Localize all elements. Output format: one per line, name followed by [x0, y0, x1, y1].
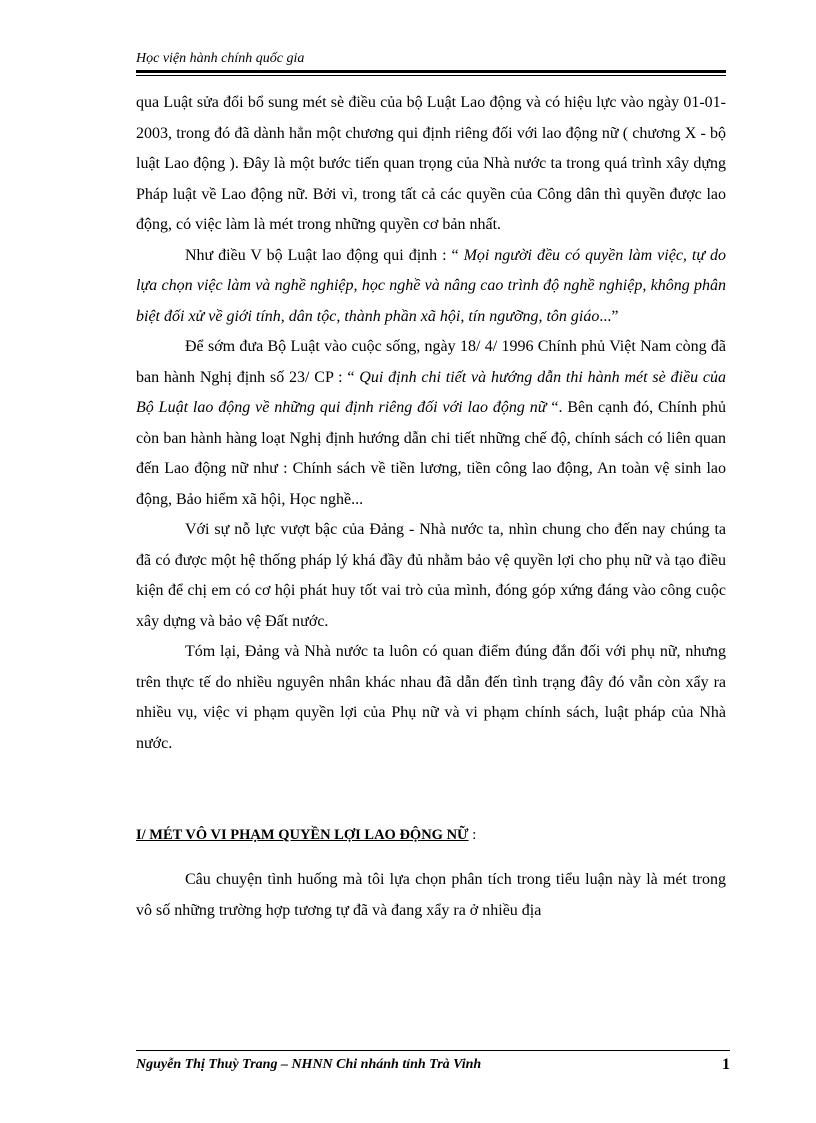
- paragraph-3: [136, 332, 726, 515]
- header-title: Học viện hành chính quốc gia: [136, 51, 305, 66]
- paragraph-4: Với sự nỗ lực vượt bậc của Đảng - Nhà nước ta, nhìn chung cho đến nay chúng ta đã có được một hệ thống pháp lý khá đầy đủ nhằm bảo vệ quyền lợi cho phụ nữ và tạo điều kiện để chị em có cơ hội phát huy tốt vai trò của mình, đóng góp xứng đáng vào công cuộc xây dựng và bảo vệ Đất nước.: [136, 521, 726, 630]
- footer-row: [136, 1055, 730, 1075]
- section-heading-text: I/ MÉT VÔ VI PHẠM QUYỀN LỢI LAO ĐỘNG NỮ: [136, 827, 469, 843]
- paragraph-6: Câu chuyện tình huống mà tôi lựa chọn phân tích trong tiểu luận này là mét trong vô số những trường hợp tương tự đã và đang xẩy ra ở nhiều địa: [136, 871, 726, 919]
- paragraph-2-quote: Mọi người đều có quyền làm việc, tự do lựa chọn việc làm và nghề nghiệp, học nghề và nâng cao trình độ nghề nghiệp, không phân biệt đối xử về giới tính, dân tộc, thành phần xã hội, tín ngưỡng, tôn giáo: [136, 246, 727, 325]
- header-rule: [136, 70, 726, 76]
- paragraph-5: Tóm lại, Đảng và Nhà nước ta luôn có quan điểm đúng đắn đối với phụ nữ, nhưng trên thực tế do nhiều nguyên nhân khác nhau đã dẫn đến tình trạng đây đó vẫn còn xẩy ra nhiều vụ, việc vi phạm quyền lợi của Phụ nữ và vi phạm chính sách, luật pháp của Nhà nước.: [136, 643, 726, 752]
- paragraph-2: [136, 241, 726, 333]
- footer-author: Nguyễn Thị Thuỳ Trang – NHNN Chi nhánh tỉnh Trà Vinh: [136, 1057, 482, 1072]
- section-heading-suffix: :: [468, 827, 477, 843]
- paragraph-1: qua Luật sửa đổi bổ sung mét sè điều của bộ Luật Lao động và có hiệu lực vào ngày 01-01-2003, trong đó đã dành hẳn một chương qui định riêng đối với lao động nữ ( chương X - bộ luật Lao động ). Đây là một bước tiến quan trọng của Nhà nước ta trong quá trình xây dựng Pháp luật về Lao động nữ. Bởi vì, trong tất cả các quyền của Công dân thì quyền được lao động, có việc làm là mét trong những quyền cơ bản nhất.: [136, 94, 726, 233]
- footer-rule: [136, 1050, 730, 1051]
- page-header: [136, 50, 726, 76]
- document-body: [136, 88, 726, 926]
- paragraph-2-end: ...”: [599, 307, 619, 325]
- page-footer: [136, 1050, 730, 1075]
- section-heading: [136, 820, 726, 850]
- paragraph-3-rest: “. Bên cạnh đó, Chính phủ còn ban hành hàng loạt Nghị định hướng dẫn chi tiết những chế độ, chính sách có liên quan đến Lao động nữ như : Chính sách về tiền lương, tiền công lao động, An toàn vệ sinh lao động, Bảo hiểm xã hội, Học nghề...: [136, 399, 726, 508]
- paragraph-2-intro: Như điều V bộ Luật lao động qui định : “: [185, 246, 464, 264]
- paragraph-3-quote: Qui định chi tiết và hướng dẫn thi hành mét sè điều của Bộ Luật lao động về những qui định riêng đối với lao động nữ: [136, 368, 726, 416]
- paragraph-3-intro: Để sớm đưa Bộ Luật vào cuộc sống, ngày 18/ 4/ 1996 Chính phủ Việt Nam còng đã ban hành Nghị định số 23/ CP : “: [136, 338, 726, 386]
- page-number: 1: [722, 1056, 730, 1073]
